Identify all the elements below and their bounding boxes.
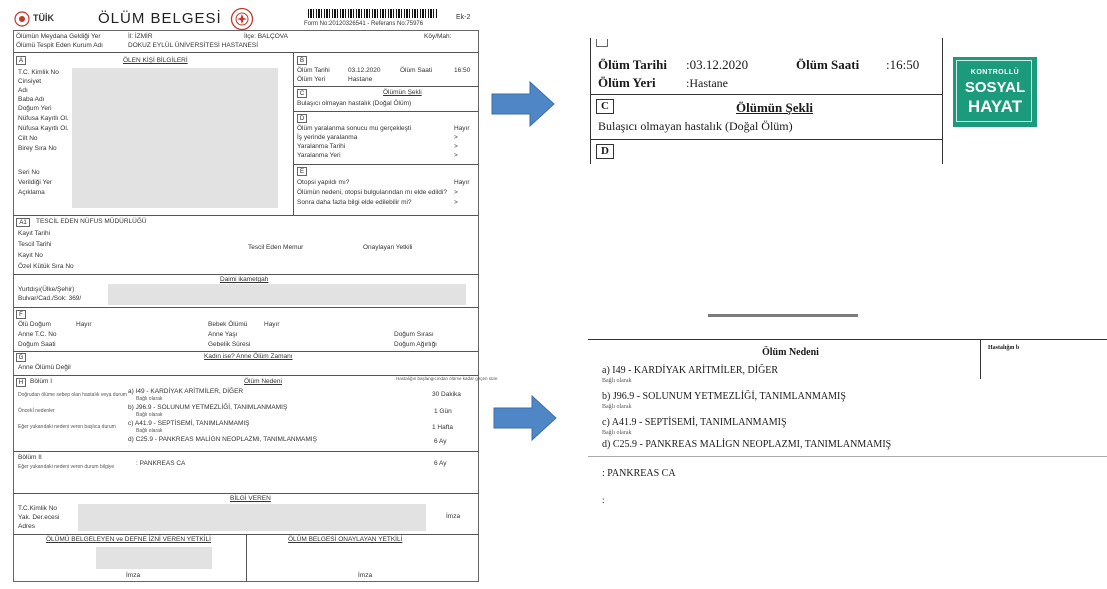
info-id-label: T.C.Kimlik No	[18, 505, 58, 512]
zoom-cause-of-death	[588, 312, 1107, 512]
footer-left-title: ÖLÜMÜ BELGELEYEN ve DEFNE İZNİ VEREN YETKİLİ	[46, 536, 211, 543]
place-of-death-label: Ölümün Meydana Geldiği Yer	[16, 33, 101, 40]
a-field-6: Nüfusa Kayıtlı Ol.	[18, 125, 69, 132]
h-part2-value: : PANKREAS CA	[136, 460, 186, 467]
h-cause-2: c) A41.9 - SEPTİSEMİ, TANIMLANMAMIŞ	[128, 420, 250, 427]
h-cause-0: a) I49 - KARDİYAK ARİTMİLER, DİĞER	[128, 388, 244, 395]
f-mother-age: Anne Yaşı	[208, 331, 238, 338]
zoom2-cause-1: b) J96.9 - SOLUNUM YETMEZLİĞİ, TANIMLANMAMIŞ	[602, 391, 846, 402]
section-a-code: A	[16, 56, 26, 65]
zoom-d-code: D	[596, 144, 614, 159]
f-birth-weight: Doğum Ağırlığı	[394, 341, 437, 348]
village-label: Köy/Mah:	[424, 33, 452, 40]
redacted-signer-left	[96, 547, 212, 569]
a-field-7: Cilt No	[18, 135, 38, 142]
zoom-c-title: Ölümün Şekli	[736, 100, 813, 115]
e-row-0-label: Otopsi yapıldı mı?	[297, 179, 350, 186]
arrow-right-icon	[492, 394, 558, 442]
h-cause-1: b) J96.9 - SOLUNUM YETMEZLİĞİ, TANIMLANMAMIŞ	[128, 404, 288, 411]
a-field-2: Adı	[18, 87, 28, 94]
section-a-title: ÖLEN KİŞİ BİLGİLERİ	[123, 57, 188, 64]
f-gestation: Gebelik Süresi	[208, 341, 251, 348]
a1-field-3: Özel Kütük Sıra No	[18, 263, 74, 270]
zoom2-note-1: Bağlı olarak	[602, 404, 632, 410]
form-reference: Form No:20120326541 - Referans No:75976	[304, 21, 424, 27]
info-address-label: Adres	[18, 523, 35, 530]
b-time-value: 16:50	[454, 67, 471, 74]
zoom2-cause-3: d) C25.9 - PANKREAS MALİGN NEOPLAZMI, TANIMLANMAMIŞ	[602, 439, 892, 450]
g-value: Anne Ölümü Değil	[18, 364, 71, 371]
h-due-0: Bağlı olarak	[136, 396, 163, 402]
d-row-0-value: Hayır	[454, 125, 470, 132]
a-field-4: Doğum Yeri	[18, 105, 52, 112]
zoom-death-info	[590, 38, 946, 168]
a-field-8: Birey Sıra No	[18, 145, 57, 152]
section-b-code: B	[297, 56, 307, 65]
h-due-2: Bağlı olarak	[136, 428, 163, 434]
badge-line-3: HAYAT	[967, 97, 1023, 116]
a1-approver: Onaylayan Yetkili	[363, 244, 413, 251]
b-date-value: 03.12.2020	[348, 67, 381, 74]
f-stillbirth-value: Hayır	[76, 321, 92, 328]
b-place-label: Ölüm Yeri	[297, 76, 326, 83]
h-part2-interval: 6 Ay	[434, 460, 447, 467]
section-e-code: E	[297, 167, 307, 176]
a-field-1: Cinsiyet	[18, 78, 42, 85]
info-title: BİLGİ VEREN	[230, 495, 271, 502]
h-part2-desc: Eğer yukarıdaki nedeni veren durum bilgiye	[18, 464, 115, 470]
zoom-time-label: Ölüm Saati	[796, 57, 860, 72]
a1-title: TESCİL EDEN NÜFUS MÜDÜRLÜĞÜ	[36, 218, 147, 225]
d-row-3-label: Yaralanma Yeri	[297, 152, 341, 159]
f-stillbirth-label: Ölü Doğum	[18, 321, 51, 328]
d-row-1-label: İş yerinde yaralanma	[297, 134, 358, 141]
footer-left-sign: İmza	[126, 572, 141, 579]
residence-country: Yurtdışı(Ülke/Şehir)	[18, 286, 75, 293]
zoom2-cause-0: a) I49 - KARDİYAK ARİTMİLER, DİĞER	[602, 365, 779, 376]
a-field-5: Nüfusa Kayıtlı Ol.	[18, 115, 69, 122]
h-row-label-0: Doğrudan ölüme sebep olan hastalık veya durum	[18, 392, 127, 398]
d-row-3-value: >	[454, 152, 458, 159]
d-row-1-value: >	[454, 134, 458, 141]
f-infant-value: Hayır	[264, 321, 280, 328]
zoom-place-label: Ölüm Yeri	[598, 75, 656, 90]
a1-field-0: Kayıt Tarihi	[18, 230, 51, 237]
death-certificate	[8, 4, 498, 584]
footer-right-title: ÖLÜM BELGESİ ONAYLAYAN YETKİLİ	[288, 536, 403, 543]
zoom-c-code: C	[596, 99, 614, 114]
b-time-label: Ölüm Saati	[400, 67, 433, 74]
a-field-3: Baba Adı	[18, 96, 45, 103]
g-title: Kadın ise? Anne Ölüm Zamanı	[204, 353, 293, 360]
h-interval-0: 30 Dakika	[432, 391, 461, 398]
h-cause-3: d) C25.9 - PANKREAS MALİGN NEOPLAZMI, TANIMLANMAMIŞ	[128, 436, 317, 443]
d-row-2-value: >	[454, 143, 458, 150]
zoom-c-value: Bulaşıcı olmayan hastalık (Doğal Ölüm)	[598, 119, 793, 133]
h-cause-title: Ölüm Nedeni	[244, 378, 282, 385]
h-due-1: Bağlı olarak	[136, 412, 163, 418]
zoom2-colon: :	[602, 495, 605, 505]
h-part2-label: Bölüm II	[18, 454, 42, 461]
redacted-personal-info	[72, 68, 278, 208]
f-birth-time: Doğum Saati	[18, 341, 56, 348]
district-value: İlçe: BALÇOVA	[244, 33, 288, 40]
copy-code: Ek-2	[456, 14, 471, 21]
arrow-right-icon	[490, 80, 556, 128]
f-birth-order: Doğum Sırası	[394, 331, 434, 338]
section-g-code: G	[16, 353, 26, 362]
zoom2-part2: : PANKREAS CA	[602, 468, 676, 479]
a1-field-1: Tescil Tarihi	[18, 241, 52, 248]
section-d-code: D	[297, 114, 307, 123]
info-relation-label: Yak. Der.ecesi	[18, 514, 60, 521]
h-row-label-1: Öncekİ nedenler	[18, 408, 55, 414]
zoom-date-label: Ölüm Tarihi	[598, 57, 667, 72]
info-sign: İmza	[446, 513, 461, 520]
f-mother-id: Anne T.C. No	[18, 331, 57, 338]
tuik-logo	[14, 8, 52, 30]
zoom2-note-2: Bağlı olarak	[602, 430, 632, 436]
h-interval-2: 1 Hafta	[432, 424, 453, 431]
h-interval-header: Hastalığın başlangıcından ölüme kadar geçen süre	[396, 376, 498, 381]
e-row-2-value: >	[454, 199, 458, 206]
b-date-label: Ölüm Tarihi	[297, 67, 330, 74]
residence-address: Bulvar/Cad./Sok: 369/	[18, 295, 82, 302]
zoom2-side-header: Hastalığın b	[988, 345, 1020, 351]
e-row-2-label: Sonra daha fazla bilgi elde edilebilir mi?	[297, 199, 412, 206]
zoom2-cause-2: c) A41.9 - SEPTİSEMİ, TANIMLANMAMIŞ	[602, 417, 787, 428]
a1-officer: Tescil Eden Memur	[248, 244, 304, 251]
zoom-time-value: :16:50	[886, 57, 920, 72]
zoom2-title: Ölüm Nedeni	[762, 347, 819, 358]
c-title: Ölümün Şekli	[383, 89, 422, 96]
redacted-address	[108, 284, 466, 305]
kontrollu-sosyal-hayat-badge	[953, 57, 1037, 127]
tuik-logo-text: TÜİK	[33, 13, 54, 23]
e-row-1-label: Ölümün nedeni, otopsi bulgularından mı elde edildi?	[297, 189, 447, 196]
d-row-0-label: Ölüm yaralanma sonucu mu gerçekleşti	[297, 125, 412, 132]
badge-line-1: KONTROLLÜ	[970, 69, 1020, 76]
h-interval-3: 6 Ay	[434, 438, 447, 445]
c-value: Bulaşıcı olmayan hastalık (Doğal Ölüm)	[297, 100, 412, 107]
d-row-2-label: Yaralanma Tarihi	[297, 143, 346, 150]
section-f-code: F	[16, 310, 26, 319]
zoom-place-value: :Hastane	[686, 76, 728, 90]
a-field2-1: Verildiği Yer	[18, 179, 52, 186]
e-row-0-value: Hayır	[454, 179, 470, 186]
section-a1-code: A1	[16, 218, 30, 227]
section-c-code: C	[297, 89, 307, 98]
province-value: İl: İZMİR	[128, 33, 153, 40]
a-field2-2: Açıklama	[18, 189, 45, 196]
institution-value: DOKUZ EYLÜL ÜNİVERSİTESİ HASTANESİ	[128, 42, 259, 49]
institution-label: Ölümü Tespit Eden Kurum Adı	[16, 42, 103, 49]
h-interval-1: 1 Gün	[434, 408, 452, 415]
a-field2-0: Seri No	[18, 169, 40, 176]
zoom-date-value: :03.12.2020	[686, 57, 749, 72]
h-part1-label: Bölüm I	[30, 378, 53, 385]
certificate-title: ÖLÜM BELGESİ	[98, 10, 222, 27]
a-field-0: T.C. Kimlik No	[18, 69, 59, 76]
barcode	[308, 9, 438, 18]
zoom2-note-0: Bağlı olarak	[602, 378, 632, 384]
h-row-label-2: Eğer yukarıdaki nedeni veren başlıca durum	[18, 424, 116, 430]
a1-field-2: Kayıt No	[18, 252, 43, 259]
b-place-value: Hastane	[348, 76, 373, 83]
f-infant-label: Bebek Ölümü	[208, 321, 248, 328]
badge-line-2: SOSYAL	[964, 79, 1026, 96]
e-row-1-value: >	[454, 189, 458, 196]
section-h-code: H	[16, 378, 26, 387]
cropped-header-text	[708, 314, 858, 317]
redacted-informant	[78, 504, 426, 531]
footer-right-sign: İmza	[358, 572, 373, 579]
residence-title: Daimi ikametgah	[220, 276, 269, 283]
ministry-seal-icon	[230, 7, 254, 31]
